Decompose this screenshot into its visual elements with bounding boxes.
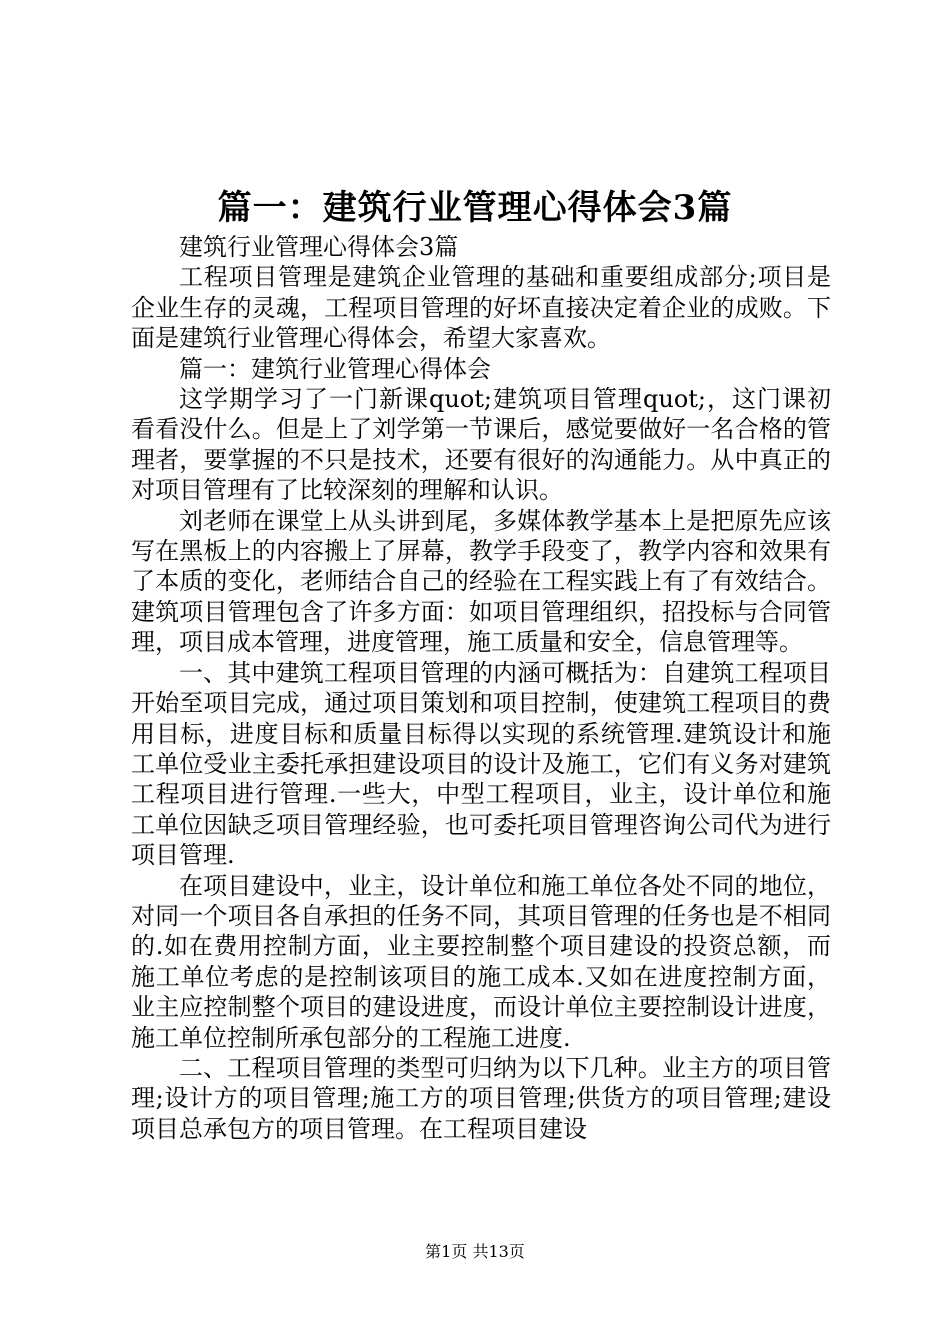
paragraph: 这学期学习了一门新课quot;建筑项目管理quot;，这门课初看看没什么。但是上了刘学第一节课后，感觉要做好一名合格的管理者，要掌握的不只是技术，还要有很好的沟通能力。从中真正的对项目管理有了比较深刻的理解和认识。 (131, 385, 831, 505)
paragraph: 在项目建设中，业主，设计单位和施工单位各处不同的地位，对同一个项目各自承担的任务不同，其项目管理的任务也是不相同的.如在费用控制方面，业主要控制整个项目建设的投资总额，而施工单位考虑的是控制该项目的施工成本.又如在进度控制方面，业主应控制整个项目的建设进度，而设计单位主要控制设计进度，施工单位控制所承包部分的工程施工进度. (131, 871, 831, 1052)
paragraph-intro: 工程项目管理是建筑企业管理的基础和重要组成部分;项目是企业生存的灵魂，工程项目管理的好坏直接决定着企业的成败。下面是建筑行业管理心得体会，希望大家喜欢。 (131, 263, 831, 353)
paragraph: 一、其中建筑工程项目管理的内涵可概括为：自建筑工程项目开始至项目完成，通过项目策划和项目控制，使建筑工程项目的费用目标，进度目标和质量目标得以实现的系统管理.建筑设计和施工单位受业主委托承担建设项目的设计及施工，它们有义务对建筑工程项目进行管理.一些大，中型工程项目，业主，设计单位和施工单位因缺乏项目管理经验，也可委托项目管理咨询公司代为进行项目管理. (131, 658, 831, 870)
paragraph-section-heading: 篇一：建筑行业管理心得体会 (179, 354, 491, 383)
paragraph: 二、工程项目管理的类型可归纳为以下几种。业主方的项目管理;设计方的项目管理;施工方的项目管理;供货方的项目管理;建设项目总承包方的项目管理。在工程项目建设 (131, 1053, 831, 1143)
document-title: 篇一：建筑行业管理心得体会3篇 (217, 188, 733, 228)
paragraph-subtitle: 建筑行业管理心得体会3篇 (179, 233, 459, 261)
page-number-footer: 第1页 共13页 (425, 1242, 525, 1261)
paragraph: 刘老师在课堂上从头讲到尾，多媒体教学基本上是把原先应该写在黑板上的内容搬上了屏幕，教学手段变了，教学内容和效果有了本质的变化，老师结合自己的经验在工程实践上有了有效结合。建筑项目管理包含了许多方面：如项目管理组织，招投标与合同管理，项目成本管理，进度管理，施工质量和安全，信息管理等。 (131, 506, 831, 657)
document-body (131, 232, 831, 1144)
